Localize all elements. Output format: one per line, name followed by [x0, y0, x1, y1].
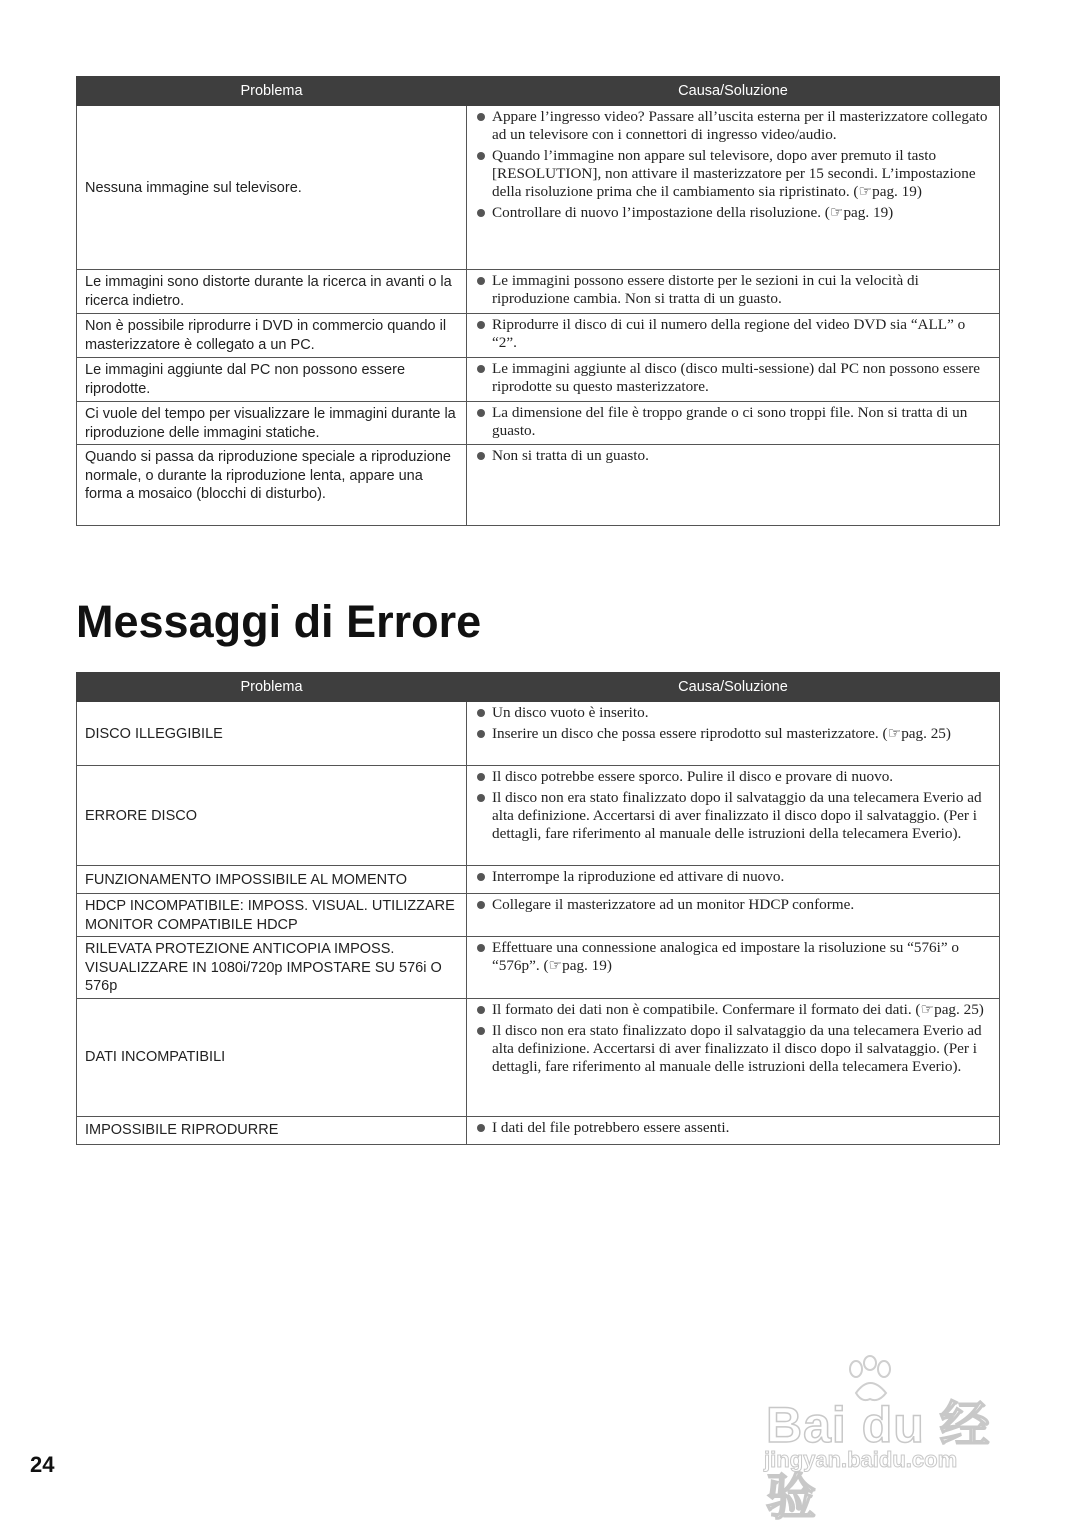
solution-item: Il disco non era stato finalizzato dopo il salvataggio da una telecamera Everio ad alta definizione. Accertarsi di aver finalizzato il disco dopo il salvataggio. (Per i dettagli, fare riferimento al manuale delle istruzioni della telecamera Everio). [475, 1022, 991, 1076]
table-row [77, 937, 1000, 999]
table-row [77, 270, 1000, 314]
problem-cell: DISCO ILLEGGIBILE [77, 702, 467, 766]
solution-item: Quando l’immagine non appare sul televisore, dopo aver premuto il tasto [RESOLUTION], non attivare il masterizzatore per 15 secondi. L’impostazione della risoluzione prima che il cambiamento sia ripristinato. (☞pag. 19) [475, 147, 991, 201]
problem-cell: ERRORE DISCO [77, 766, 467, 866]
solution-cell [467, 314, 1000, 358]
table-row [77, 766, 1000, 866]
solution-item: Il formato dei dati non è compatibile. Confermare il formato dei dati. (☞pag. 25) [475, 1001, 991, 1019]
solution-item: Un disco vuoto è inserito. [475, 704, 991, 722]
solution-cell [467, 937, 1000, 999]
problem-cell: DATI INCOMPATIBILI [77, 998, 467, 1116]
table-row [77, 358, 1000, 402]
solution-item: Collegare il masterizzatore ad un monitor HDCP conforme. [475, 896, 991, 914]
troubleshooting-table [76, 76, 1000, 526]
solution-item: Effettuare una connessione analogica ed impostare la risoluzione su “576i” o “576p”. (☞pag. 19) [475, 939, 991, 975]
solution-cell [467, 998, 1000, 1116]
table-row [77, 402, 1000, 445]
table-row [77, 894, 1000, 937]
solution-cell [467, 402, 1000, 445]
problem-cell: Ci vuole del tempo per visualizzare le immagini durante la riproduzione delle immagini statiche. [77, 402, 467, 445]
solution-item: Appare l’ingresso video? Passare all’uscita esterna per il masterizzatore collegato ad un televisore con i connettori di ingresso video/audio. [475, 108, 991, 144]
problem-cell: Non è possibile riprodurre i DVD in commercio quando il masterizzatore è collegato a un PC. [77, 314, 467, 358]
problem-cell: Quando si passa da riproduzione speciale a riproduzione normale, o durante la riproduzione lenta, appare una forma a mosaico (blocchi di disturbo). [77, 445, 467, 526]
column-header-problem: Problema [77, 77, 467, 106]
solution-item: Inserire un disco che possa essere riprodotto sul masterizzatore. (☞pag. 25) [475, 725, 991, 743]
table-row [77, 866, 1000, 894]
solution-item: La dimensione del file è troppo grande o ci sono troppi file. Non si tratta di un guasto. [475, 404, 991, 440]
watermark-url: jingyan.baidu.com [764, 1447, 958, 1472]
table-row [77, 314, 1000, 358]
problem-cell: Nessuna immagine sul televisore. [77, 106, 467, 270]
solution-cell [467, 766, 1000, 866]
problem-cell: RILEVATA PROTEZIONE ANTICOPIA IMPOSS. VISUALIZZARE IN 1080i/720p IMPOSTARE SU 576i O 576p [77, 937, 467, 999]
column-header-solution: Causa/Soluzione [467, 77, 1000, 106]
watermark-brand: Bai du 经验 [766, 1397, 991, 1525]
problem-cell: HDCP INCOMPATIBILE: IMPOSS. VISUAL. UTILIZZARE MONITOR COMPATIBILE HDCP [77, 894, 467, 937]
watermark [760, 1355, 1020, 1525]
solution-cell [467, 894, 1000, 937]
table-row [77, 445, 1000, 526]
solution-cell [467, 866, 1000, 894]
problem-cell: Le immagini aggiunte dal PC non possono essere riprodotte. [77, 358, 467, 402]
solution-item: I dati del file potrebbero essere assenti. [475, 1119, 991, 1137]
solution-item: Riprodurre il disco di cui il numero della regione del video DVD sia “ALL” o “2”. [475, 316, 991, 352]
problem-cell: IMPOSSIBILE RIPRODURRE [77, 1116, 467, 1144]
solution-item: Non si tratta di un guasto. [475, 447, 991, 465]
solution-cell [467, 106, 1000, 270]
solution-item: Le immagini possono essere distorte per le sezioni in cui la velocità di riproduzione cambia. Non si tratta di un guasto. [475, 272, 991, 308]
solution-cell [467, 702, 1000, 766]
table-row [77, 702, 1000, 766]
error-messages-table [76, 672, 1000, 1145]
solution-cell [467, 445, 1000, 526]
solution-cell [467, 1116, 1000, 1144]
solution-cell [467, 270, 1000, 314]
table-row [77, 1116, 1000, 1144]
section-title: Messaggi di Errore [76, 596, 482, 647]
problem-cell: FUNZIONAMENTO IMPOSSIBILE AL MOMENTO [77, 866, 467, 894]
page-number: 24 [30, 1452, 55, 1477]
solution-item: Le immagini aggiunte al disco (disco multi-sessione) dal PC non possono essere riprodotte su questo masterizzatore. [475, 360, 991, 396]
column-header-problem: Problema [77, 673, 467, 702]
table-row [77, 998, 1000, 1116]
table-row [77, 106, 1000, 270]
solution-cell [467, 358, 1000, 402]
solution-item: Interrompe la riproduzione ed attivare di nuovo. [475, 868, 991, 886]
solution-item: Controllare di nuovo l’impostazione della risoluzione. (☞pag. 19) [475, 204, 991, 222]
solution-item: Il disco non era stato finalizzato dopo il salvataggio da una telecamera Everio ad alta definizione. Accertarsi di aver finalizzato il disco dopo il salvataggio. (Per i dettagli, fare riferimento al manuale delle istruzioni della telecamera Everio). [475, 789, 991, 843]
solution-item: Il disco potrebbe essere sporco. Pulire il disco e provare di nuovo. [475, 768, 991, 786]
column-header-solution: Causa/Soluzione [467, 673, 1000, 702]
problem-cell: Le immagini sono distorte durante la ricerca in avanti o la ricerca indietro. [77, 270, 467, 314]
